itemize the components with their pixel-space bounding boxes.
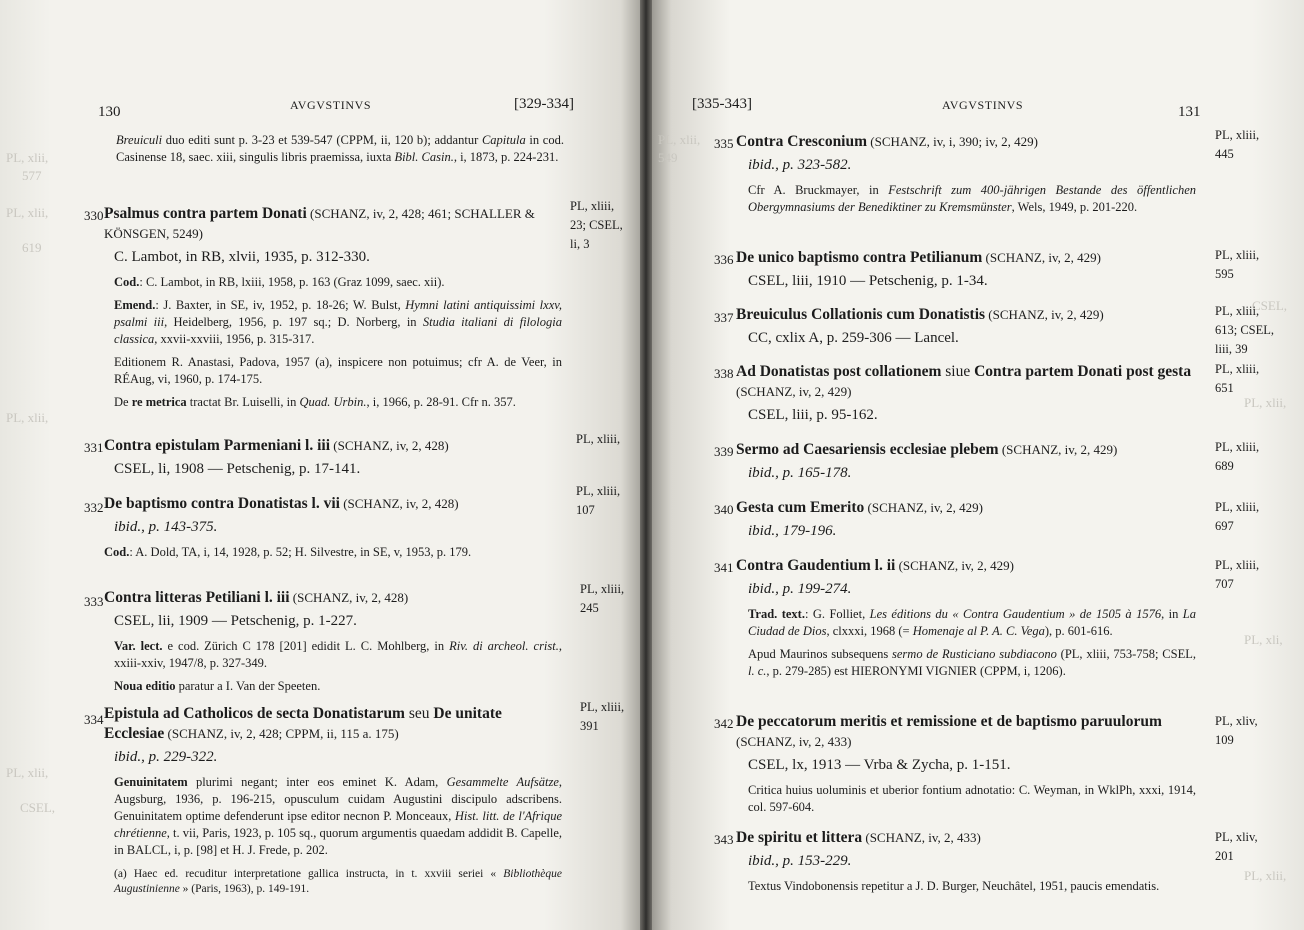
genuineness-note: Genuinitatem plurimi negant; inter eos eminet K. Adam, Gesammelte Aufsätze, Augsburg, 1936, p. 196-215, opusculum cuidam Augustini discipulo adscribens. Genuinitatem optime defenderunt ipse editor necnon P. Monceaux, Hist. litt. de l'Afrique chrétienne, t. vii, Paris, 1923, p. 105 sq., quorum argumentis quaedam addidit B. Capelle, in BALCL, i, p. [98] et H. J. Frede, p. 202. <box>114 775 562 857</box>
show-through-text: CSEL, <box>20 800 56 815</box>
work-title: Sermo ad Caesariensis ecclesiae plebem (SCHANZ, iv, 2, 429) <box>736 441 1118 458</box>
edition-reference: PL, xliii, 445 <box>1215 128 1260 161</box>
text-note: Textus Vindobonensis repetitur a J. D. Burger, Neuchâtel, 1951, paucis emendatis. <box>748 879 1160 893</box>
left-page <box>0 0 640 930</box>
edition-reference: PL, xliii, 595 <box>1215 248 1260 281</box>
entry-333 <box>104 588 562 695</box>
maurist-note: Apud Maurinos subsequens sermo de Rusticiano subdiacono (PL, xliii, 753-758; CSEL, l. c., p. 279-285) est HIERONYMI VIGNIER (CPPM, i, 1206). <box>748 647 1196 678</box>
critical-note: Critica huius uoluminis et uberior fontium adnotatio: C. Weyman, in WklPh, xxxi, 1914, col. 597-604. <box>748 783 1196 814</box>
edition-line: ibid., 179-196. <box>748 523 837 539</box>
edition-line: CSEL, lx, 1913 — Vrba & Zycha, p. 1-151. <box>748 757 1011 773</box>
edition-line: ibid., p. 143-375. <box>114 519 218 535</box>
edition-line: ibid., p. 199-274. <box>748 581 852 597</box>
show-through-text: PL, xlii, <box>658 132 701 147</box>
show-through-text: PL, xlii, <box>1244 868 1287 883</box>
edition-line: ibid., p. 153-229. <box>748 853 852 869</box>
show-through-text: PL, xlii, <box>6 150 49 165</box>
edition-reference: PL, xliii, 391 <box>580 700 625 733</box>
entry-340 <box>736 498 1196 542</box>
work-title: De baptismo contra Donatistas l. vii (SCHANZ, iv, 2, 428) <box>104 495 459 512</box>
entry-331 <box>104 436 562 480</box>
entry-number: 341 <box>714 560 734 575</box>
paragraph-range: [329-334] <box>514 96 574 112</box>
edition-line: ibid., p. 165-178. <box>748 465 852 481</box>
page-number: 131 <box>1178 104 1201 120</box>
work-title: Gesta cum Emerito (SCHANZ, iv, 2, 429) <box>736 499 983 516</box>
new-edition-note: Noua editio paratur a I. Van der Speeten. <box>114 679 321 693</box>
entry-336 <box>736 248 1196 292</box>
edition-reference: PL, xliv, 109 <box>1215 714 1258 747</box>
show-through-text: 577 <box>22 168 42 183</box>
entry-number: 337 <box>714 310 734 325</box>
bibliography-note: Cfr A. Bruckmayer, in Festschrift zum 400-jährigen Bestande des öffentlichen Obergymnasiums der Benediktiner zu Kremsmünster, Wels, 1949, p. 201-220. <box>748 183 1196 214</box>
entry-number: 336 <box>714 252 734 267</box>
edition-reference: PL, xliii, 245 <box>580 582 625 615</box>
show-through-text: PL, xlii, <box>6 410 49 425</box>
work-title: Contra epistulam Parmeniani l. iii (SCHANZ, iv, 2, 428) <box>104 437 449 454</box>
entry-number: 330 <box>84 208 104 223</box>
edition-reference: PL, xliii, 613; CSEL, liii, 39 <box>1215 304 1275 356</box>
edition-line: CC, cxlix A, p. 259-306 — Lancel. <box>748 330 959 346</box>
edition-line: CSEL, liii, p. 95-162. <box>748 407 878 423</box>
edition-line: CSEL, liii, 1910 — Petschenig, p. 1-34. <box>748 273 988 289</box>
codex-note: Cod.: A. Dold, TA, i, 14, 1928, p. 52; H. Silvestre, in SE, v, 1953, p. 179. <box>104 545 472 559</box>
running-head: AVGVSTINVS <box>290 98 372 112</box>
entry-number: 334 <box>84 712 104 727</box>
book-gutter <box>640 0 652 930</box>
entry-number: 343 <box>714 832 734 847</box>
variant-note: Var. lect. e cod. Zürich C 178 [201] edidit L. C. Mohlberg, in Riv. di archeol. crist., xxiii-xxiv, 1947/8, p. 327-349. <box>114 639 562 670</box>
edition-reference: PL, xliii, 651 <box>1215 362 1260 395</box>
show-through-text: PL, xlii, <box>6 205 49 220</box>
show-through-text: 549 <box>658 150 678 165</box>
entry-339 <box>736 440 1196 484</box>
paragraph-range: [335-343] <box>692 96 752 112</box>
edition-line: ibid., p. 229-322. <box>114 749 218 765</box>
entry-number: 340 <box>714 502 734 517</box>
entry-337 <box>736 305 1196 349</box>
running-head: AVGVSTINVS <box>942 98 1024 112</box>
show-through-text: PL, xli, <box>1244 632 1283 647</box>
show-through-text: CSEL, <box>1252 298 1288 313</box>
entry-number: 339 <box>714 444 734 459</box>
show-through-text: PL, xlii, <box>6 765 49 780</box>
page-number: 130 <box>98 104 121 120</box>
show-through-text: PL, xlii, <box>1244 395 1287 410</box>
entry-number: 331 <box>84 440 104 455</box>
show-through-text: 619 <box>22 240 42 255</box>
edition-reference: PL, xliii, 107 <box>576 484 621 517</box>
edition-reference: PL, xliii, 689 <box>1215 440 1260 473</box>
metrics-note: De re metrica tractat Br. Luiselli, in Quad. Urbin., i, 1966, p. 28-91. Cfr n. 357. <box>114 395 516 409</box>
codex-note: Cod.: C. Lambot, in RB, lxiii, 1958, p. 163 (Graz 1099, saec. xii). <box>114 275 445 289</box>
work-title: Contra Cresconium (SCHANZ, iv, i, 390; iv, 2, 429) <box>736 133 1038 150</box>
entry-342 <box>736 712 1196 816</box>
edition-reference: PL, xliii, 23; CSEL, li, 3 <box>570 199 623 251</box>
entry-335 <box>736 132 1196 216</box>
edition-line: CSEL, li, 1908 — Petschenig, p. 17-141. <box>114 461 361 477</box>
entry-341 <box>736 556 1196 680</box>
tradition-note: Trad. text.: G. Folliet, Les éditions du « Contra Gaudentium » de 1505 à 1576, in La Ciudad de Dios, clxxxi, 1968 (= Homenaje al P. A. C. Vega), p. 601-616. <box>748 607 1196 638</box>
entry-334 <box>104 704 562 897</box>
entry-number: 342 <box>714 716 734 731</box>
entry-330 <box>104 204 562 411</box>
entry-number: 332 <box>84 500 104 515</box>
work-title: Epistula ad Catholicos de secta Donatistarum seu De unitate Ecclesiae (SCHANZ, iv, 2, 428; CPPM, ii, 115 a. 175) <box>104 705 502 742</box>
edition-note: Editionem R. Anastasi, Padova, 1957 (a), inspicere non potuimus; cfr A. de Veer, in RÉAug, vi, 1960, p. 174-175. <box>114 355 562 386</box>
entry-332 <box>104 494 562 561</box>
work-title: Ad Donatistas post collationem siue Contra partem Donati post gesta (SCHANZ, iv, 2, 429) <box>736 363 1192 399</box>
work-title: Breuiculus Collationis cum Donatistis (SCHANZ, iv, 2, 429) <box>736 306 1104 323</box>
entry-number: 333 <box>84 594 104 609</box>
edition-line: ibid., p. 323-582. <box>748 157 852 173</box>
edition-reference: PL, xliii, 707 <box>1215 558 1260 591</box>
emendation-note: Emend.: J. Baxter, in SE, iv, 1952, p. 18-26; W. Bulst, Hymni latini antiquissimi lxxv, psalmi iii, Heidelberg, 1956, p. 197 sq.; D. Norberg, in Studia italiani di filologia classica, xxvii-xxviii, 1956, p. 315-317. <box>114 298 562 346</box>
work-title: De peccatorum meritis et remissione et de baptismo paruulorum (SCHANZ, iv, 2, 433) <box>736 713 1162 749</box>
footnote: (a) Haec ed. recuditur interpretatione gallica instructa, in t. xxviii seriei « Bibliothèque Augustinienne » (Paris, 1963), p. 149-191. <box>114 868 562 895</box>
entry-number: 338 <box>714 366 734 381</box>
edition-reference: PL, xliv, 201 <box>1215 830 1258 863</box>
work-title: Contra Gaudentium l. ii (SCHANZ, iv, 2, 429) <box>736 557 1015 574</box>
right-page <box>652 0 1304 930</box>
edition-reference: PL, xliii, 697 <box>1215 500 1260 533</box>
work-title: De unico baptismo contra Petilianum (SCHANZ, iv, 2, 429) <box>736 249 1101 266</box>
intro-note: Breuiculi duo editi sunt p. 3-23 et 539-547 (CPPM, ii, 120 b); addantur Capitula in cod. Casinense 18, saec. xiii, singulis libris praemissa, iuxta Bibl. Casin., i, 1873, p. 224-231. <box>116 133 564 164</box>
edition-reference: PL, xliii, <box>576 432 621 446</box>
work-title: De spiritu et littera (SCHANZ, iv, 2, 433) <box>736 829 981 846</box>
work-title: Psalmus contra partem Donati (SCHANZ, iv, 2, 428; 461; SCHALLER & KÖNSGEN, 5249) <box>104 205 535 241</box>
edition-line: CSEL, lii, 1909 — Petschenig, p. 1-227. <box>114 613 357 629</box>
work-title: Contra litteras Petiliani l. iii (SCHANZ, iv, 2, 428) <box>104 589 409 606</box>
edition-line: C. Lambot, in RB, xlvii, 1935, p. 312-330. <box>114 249 370 265</box>
entry-number: 335 <box>714 136 734 151</box>
entry-338 <box>736 362 1196 426</box>
entry-343 <box>736 828 1196 895</box>
